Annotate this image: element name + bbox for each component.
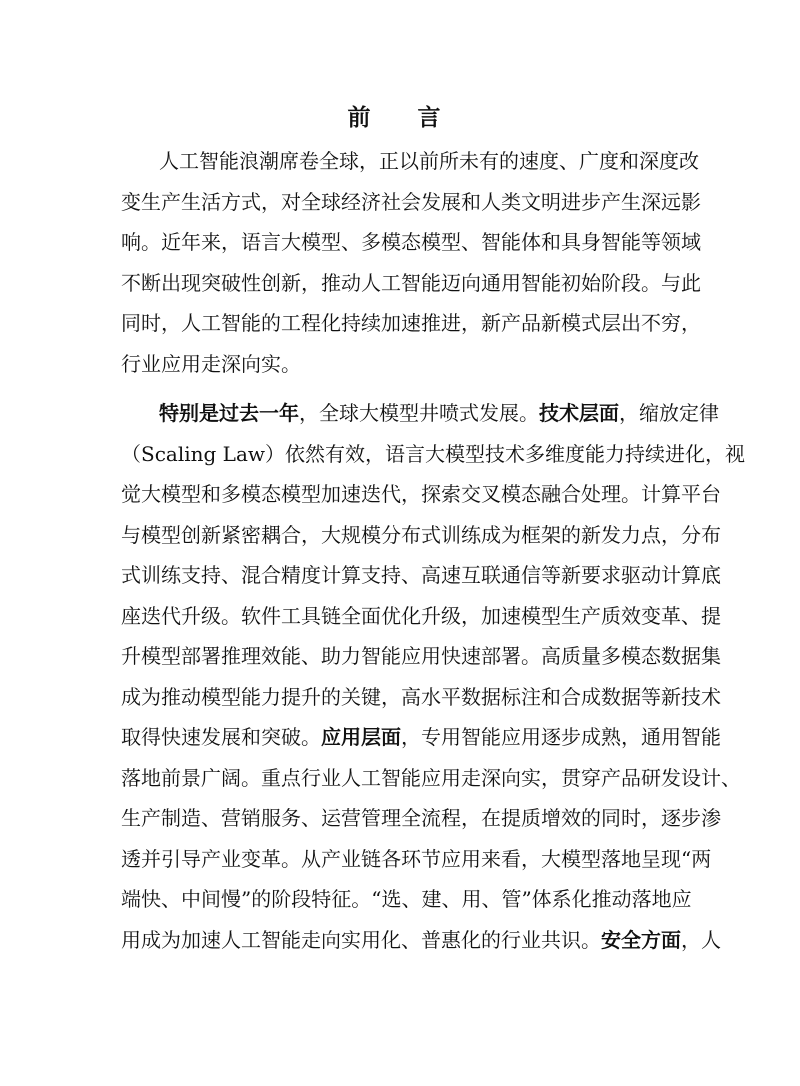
bold-phrase: 技术层面	[539, 401, 619, 425]
page-title: 前 言	[347, 104, 453, 131]
paragraph-line: 座迭代升级。软件工具链全面优化升级，加速模型生产质效变革、提	[121, 603, 721, 628]
paragraph-line: 式训练支持、混合精度计算支持、高速互联通信等新要求驱动计算底	[121, 563, 721, 587]
text-run: 取得快速发展和突破。	[121, 725, 321, 749]
paragraph-line: 行业应用走深向实。	[121, 351, 301, 376]
paragraph-line: 不断出现突破性创新，推动人工智能迈向通用智能初始阶段。与此	[121, 270, 701, 295]
paragraph-line	[121, 717, 721, 758]
paragraph-line: （Scaling Law）依然有效，语言大模型技术多维度能力持续进化，视	[121, 441, 745, 466]
paragraph-2	[121, 393, 745, 960]
text-run: ，缩放定律	[619, 401, 719, 425]
paragraph-line: 变生产生活方式，对全球经济社会发展和人类文明进步产生深远影	[121, 189, 701, 214]
paragraph-line: 升模型部署推理效能、助力智能应用快速部署。高质量多模态数据集	[121, 644, 721, 668]
paragraph-line: 与模型创新紧密耦合，大规模分布式训练成为框架的新发力点，分布	[121, 522, 721, 547]
paragraph-line	[121, 920, 721, 961]
bold-phrase: 应用层面	[321, 725, 401, 749]
paragraph-line: 生产制造、营销服务、运营管理全流程，在提质增效的同时，逐步渗	[121, 806, 721, 830]
paragraph-line: 人工智能浪潮席卷全球，正以前所未有的速度、广度和深度改	[159, 149, 699, 173]
paragraph-line: 透并引导产业变革。从产业链各环节应用来看，大模型落地呈现“两	[121, 846, 712, 871]
paragraph-line: 响。近年来，语言大模型、多模态模型、智能体和具身智能等领域	[121, 230, 701, 254]
bold-phrase: 安全方面	[601, 927, 681, 952]
paragraph-line	[121, 393, 719, 434]
paragraph-line: 觉大模型和多模态模型加速迭代，探索交叉模态融合处理。计算平台	[121, 482, 721, 506]
paragraph-1	[121, 141, 701, 384]
paragraph-line: 端快、中间慢”的阶段特征。“选、建、用、管”体系化推动落地应	[121, 887, 692, 911]
text-run: ，人	[681, 927, 721, 952]
text-run: ，专用智能应用逐步成熟，通用智能	[401, 725, 721, 749]
text-run: ，全球大模型井喷式发展。	[299, 401, 539, 425]
text-run: 用成为加速人工智能走向实用化、普惠化的行业共识。	[121, 927, 601, 952]
paragraph-line: 落地前景广阔。重点行业人工智能应用走深向实，贯穿产品研发设计、	[121, 765, 741, 790]
paragraph-line: 同时，人工智能的工程化持续加速推进，新产品新模式层出不穷，	[121, 311, 701, 335]
bold-phrase: 特别是过去一年	[159, 401, 299, 425]
paragraph-line: 成为推动模型能力提升的关键，高水平数据标注和合成数据等新技术	[121, 684, 721, 709]
